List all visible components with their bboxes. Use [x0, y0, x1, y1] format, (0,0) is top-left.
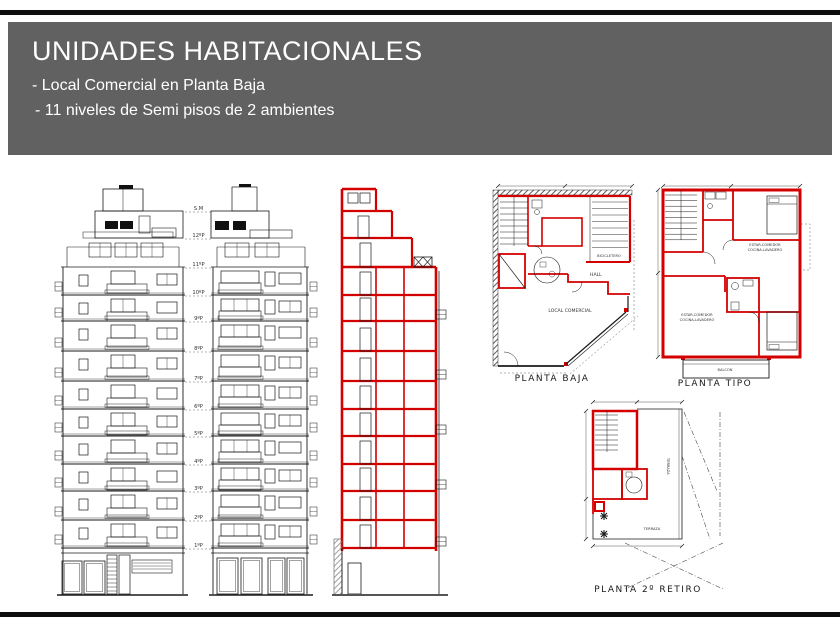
- front-elevations-drawing: [55, 183, 319, 603]
- tree-icon: [600, 530, 608, 538]
- plan-tipo-interior: [665, 190, 810, 378]
- plan-baja-title: PLANTA BAJA: [514, 374, 590, 384]
- bullet-niveles: - 11 niveles de Semi pisos de 2 ambientes: [35, 102, 335, 119]
- plan-tipo-walls: [663, 190, 800, 360]
- planta-retiro-plan: [570, 396, 732, 598]
- svg-text:11ºP: 11ºP: [192, 262, 205, 268]
- left-tower: [55, 185, 188, 595]
- right-tower: [209, 184, 317, 595]
- right-tower-floors: [211, 271, 317, 548]
- svg-text:6ºP: 6ºP: [194, 404, 203, 410]
- svg-text:3ºP: 3ºP: [194, 486, 203, 492]
- room-label-cocina-1: COCINA-LAVADERO: [747, 248, 783, 252]
- floor-level-labels: [185, 206, 212, 549]
- right-storefront: [209, 553, 313, 595]
- room-label-local-comercial: LOCAL COMERCIAL: [548, 309, 592, 314]
- room-label-estar-2: ESTAR-COMEDOR: [681, 313, 713, 317]
- header-banner: [8, 22, 832, 155]
- planta-tipo-plan: [655, 182, 815, 388]
- plan-baja-dimensions: [496, 184, 638, 374]
- svg-text:12ºP: 12ºP: [192, 233, 205, 239]
- svg-text:2ºP: 2ºP: [194, 515, 203, 521]
- top-divider-bar: [0, 10, 840, 15]
- section-floors: [342, 272, 446, 548]
- left-tower-floors: [55, 271, 185, 548]
- svg-text:8ºP: 8ºP: [194, 346, 203, 352]
- svg-text:S.M: S.M: [193, 206, 204, 212]
- plan-tipo-title: PLANTA TIPO: [677, 379, 753, 389]
- left-storefront: [57, 553, 188, 595]
- svg-text:9ºP: 9ºP: [194, 316, 203, 322]
- bottom-divider-bar: [0, 612, 840, 617]
- room-label-terraza-vertical: TERRAZA: [666, 458, 670, 475]
- plan-tipo-dimensions: [656, 184, 802, 359]
- plan-retiro-title: PLANTA 2º RETIRO: [594, 585, 702, 595]
- room-label-cocina-2: COCINA-LAVADERO: [679, 318, 715, 322]
- bullet-local-comercial: - Local Comercial en Planta Baja: [32, 77, 266, 94]
- room-label-bicicletero: BICICLETERO: [597, 254, 621, 258]
- section-red-structure: [342, 189, 436, 551]
- building-section-drawing: [332, 183, 450, 603]
- svg-text:10ºP: 10ºP: [192, 290, 205, 296]
- slide-title: UNIDADES HABITACIONALES: [32, 36, 423, 66]
- svg-text:5ºP: 5ºP: [194, 431, 203, 437]
- plan-retiro-terrace: [600, 412, 723, 589]
- svg-text:1ºP: 1ºP: [194, 543, 203, 549]
- room-label-terraza: TERRAZA: [643, 527, 661, 531]
- planta-baja-plan: [490, 182, 650, 384]
- svg-text:7ºP: 7ºP: [194, 376, 203, 382]
- room-label-hall: HALL: [590, 273, 602, 278]
- section-black-details: [332, 193, 448, 595]
- room-label-balcon: BALCON: [717, 368, 733, 372]
- plan-baja-interior: [500, 196, 628, 366]
- room-label-estar-1: ESTAR-COMEDOR: [749, 243, 781, 247]
- svg-text:4ºP: 4ºP: [194, 459, 203, 465]
- tree-icon: [600, 512, 608, 520]
